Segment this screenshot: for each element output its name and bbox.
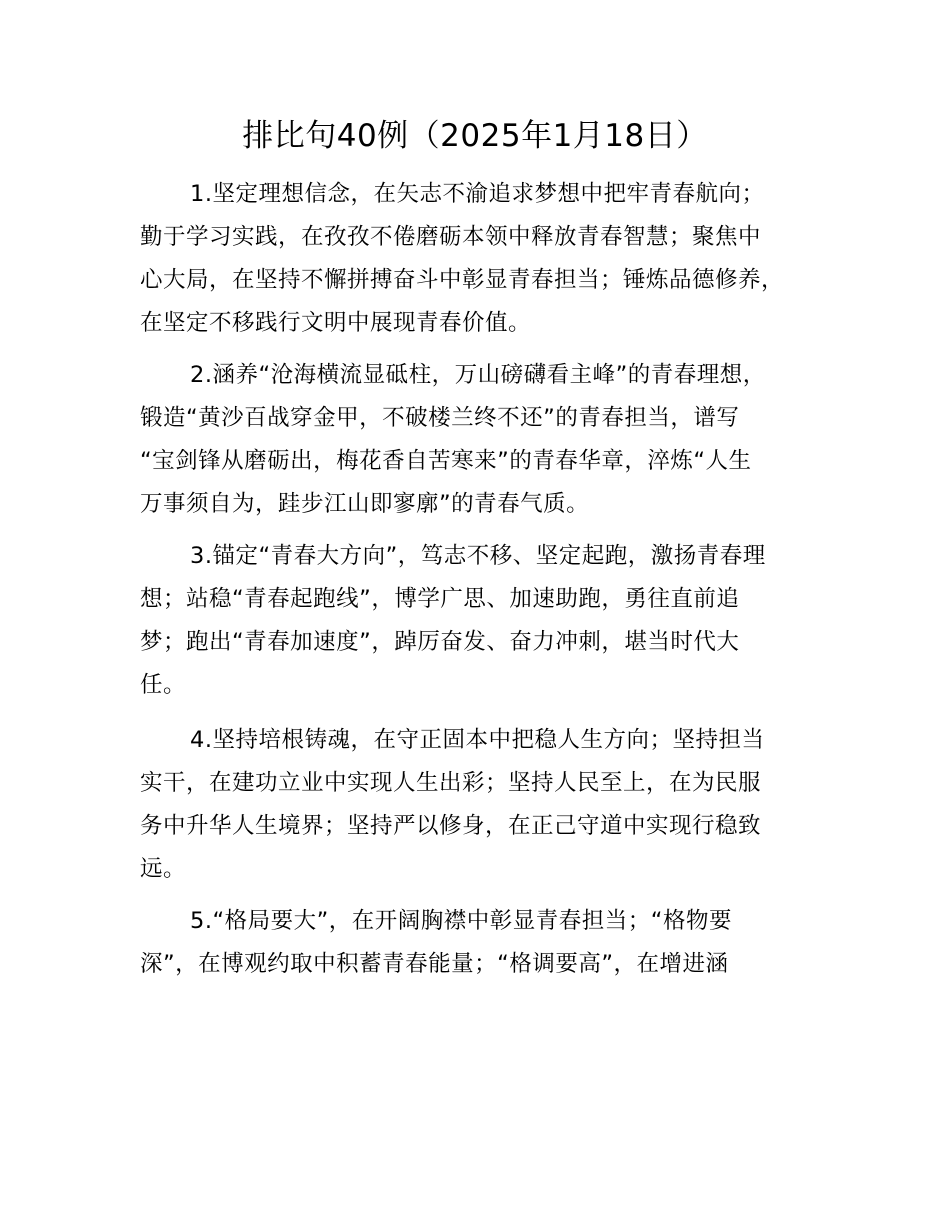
paragraph-5	[140, 900, 840, 986]
paragraph-line: “宝剑锋从磨砺出，梅花香自苦寒来”的青春华章，淬炼“人生	[140, 448, 752, 474]
paragraph-line: 4.坚持培根铸魂，在守正固本中把稳人生方向；坚持担当	[190, 727, 765, 753]
paragraph-line: 实干，在建功立业中实现人生出彩；坚持人民至上，在为民服	[140, 770, 762, 796]
paragraph-line: 勤于学习实践，在孜孜不倦磨砺本领中释放青春智慧；聚焦中	[140, 224, 762, 250]
paragraph-line: 远。	[140, 856, 187, 882]
paragraph-3	[140, 535, 840, 707]
document-title: 排比句40例（2025年1月18日）	[242, 118, 708, 154]
paragraph-line: 2.涵养“沧海横流显砥柱，万山磅礴看主峰”的青春理想，	[190, 362, 766, 388]
paragraph-line: 心大局，在坚持不懈拼搏奋斗中彰显青春担当；锤炼品德修养，	[140, 267, 785, 293]
paragraph-line: 梦；跑出“青春加速度”，踔厉奋发、奋力冲刺，堪当时代大	[140, 629, 740, 655]
paragraph-4	[140, 719, 840, 891]
paragraph-line: 锻造“黄沙百战穿金甲，不破楼兰终不还”的青春担当，谱写	[140, 405, 740, 431]
paragraph-line: 万事须自为，跬步江山即寥廓”的青春气质。	[140, 491, 590, 517]
paragraph-line: 5.“格局要大”，在开阔胸襟中彰显青春担当；“格物要	[190, 908, 732, 934]
paragraph-line: 3.锚定“青春大方向”，笃志不移、坚定起跑，激扬青春理	[190, 543, 766, 569]
paragraph-1	[140, 173, 840, 345]
paragraph-line: 深”，在博观约取中积蓄青春能量；“格调要高”，在增进涵	[140, 951, 729, 977]
paragraph-line: 想；站稳“青春起跑线”，博学广思、加速助跑，勇往直前追	[140, 586, 740, 612]
paragraph-line: 任。	[140, 672, 187, 698]
paragraph-line: 在坚定不移践行文明中展现青春价值。	[140, 310, 532, 336]
paragraph-line: 务中升华人生境界；坚持严以修身，在正己守道中实现行稳致	[140, 813, 762, 839]
paragraph-line: 1.坚定理想信念，在矢志不渝追求梦想中把牢青春航向；	[190, 181, 765, 207]
paragraph-2	[140, 354, 840, 526]
